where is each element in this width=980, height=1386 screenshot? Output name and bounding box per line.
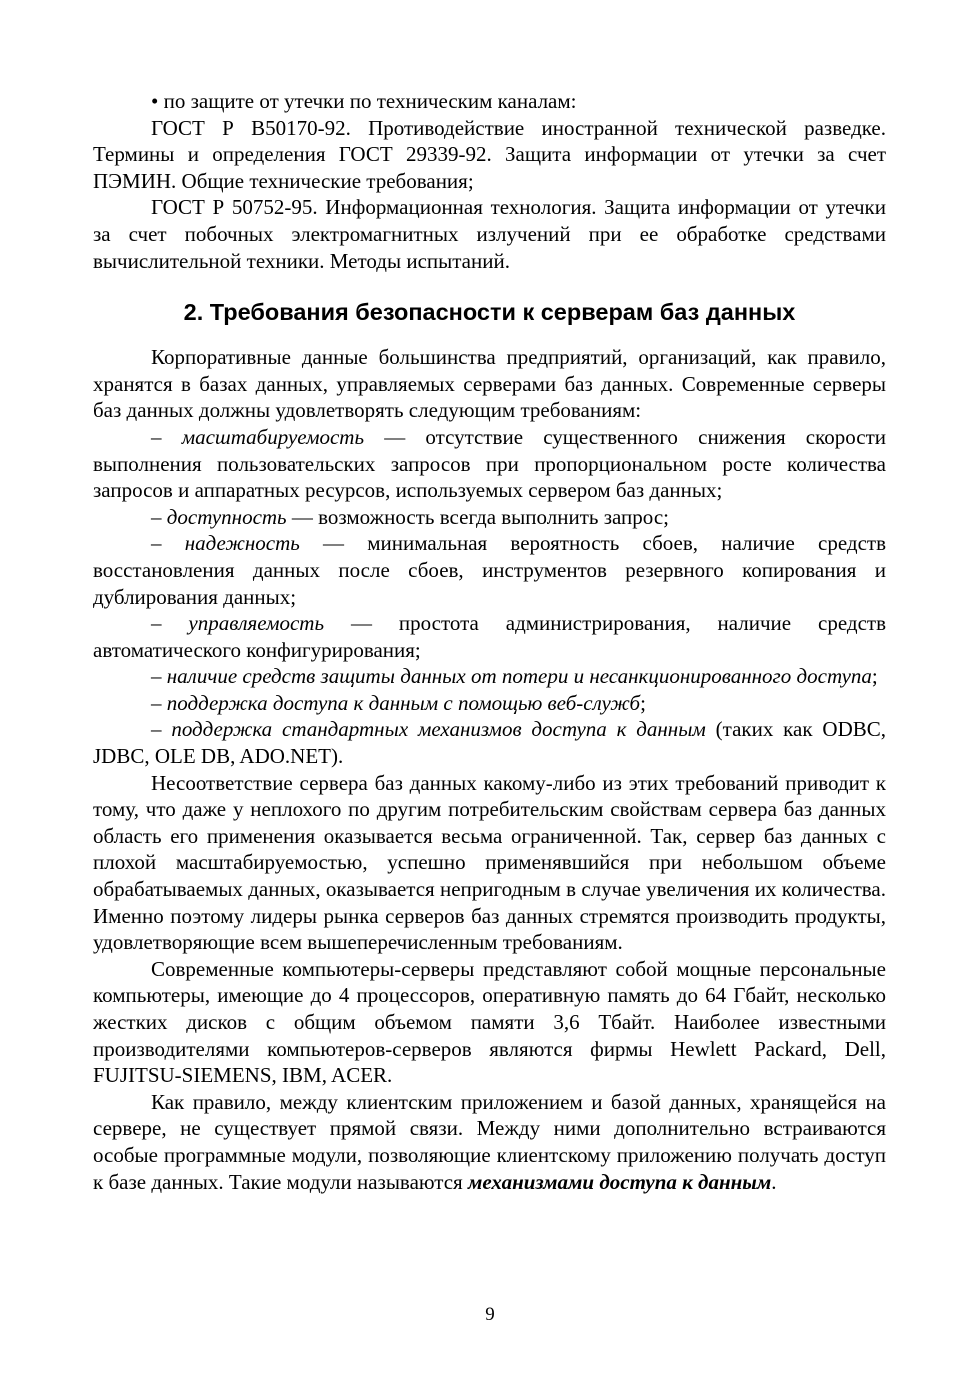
requirement-term: поддержка доступа к данным с помощью веб-служб bbox=[166, 690, 641, 715]
requirement-item: – доступность — возможность всегда выполнить запрос; bbox=[151, 504, 669, 529]
requirement-term: надежность bbox=[184, 531, 300, 556]
requirement-term: доступность bbox=[166, 504, 287, 529]
section-intro: Корпоративные данные большинства предприятий, организаций, как правило, хранятся в базах данных, управляемых серверами баз данных. Современные серверы баз данных должны удовлетворять следующим требованиям: bbox=[93, 345, 886, 423]
gost-paragraph-1: ГОСТ Р В50170-92. Противодействие иностранной технической разведке. Термины и определения ГОСТ 29339-92. Защита информации от утечки за счет ПЭМИН. Общие технические требования; bbox=[93, 115, 886, 193]
bullet-technical-channels: • по защите от утечки по техническим каналам: bbox=[151, 89, 577, 113]
requirement-item: – поддержка стандартных механизмов доступа к данным (таких как ODBC, JDBC, OLE DB, ADO.NET). bbox=[93, 717, 886, 769]
requirement-term: масштабируемость bbox=[181, 424, 365, 449]
requirement-term: поддержка стандартных механизмов доступа к данным bbox=[171, 717, 706, 742]
page-number: 9 bbox=[485, 1304, 495, 1325]
paragraph-mismatch: Несоответствие сервера баз данных какому-либо из этих требований приводит к тому, что даже у неплохого по другим потребительским свойствам сервера баз данных область его применения оказывается весьма ограниченной. Так, сервер баз данных с плохой масштабируемостью, успешно применявшийся при небольшом объеме обрабатываемых данных, оказывается непригодным в случае увеличения их количества. Именно поэтому лидеры рынка серверов баз данных стремятся производить продукты, удовлетворяющие всем вышеперечисленным требованиям. bbox=[93, 770, 886, 955]
requirement-item: – управляемость — простота администрирования, наличие средств автоматического конфигурирования; bbox=[93, 611, 886, 662]
paragraph-access-mechanisms: Как правило, между клиентским приложением и базой данных, хранящейся на сервере, не существует прямой связи. Между ними дополнительно встраиваются особые программные модули, позволяющие клиентскому приложению получать доступ к базе данных. Такие модули называются механизмами доступа к данным. bbox=[93, 1089, 886, 1194]
document-page bbox=[93, 88, 886, 1195]
requirement-term: управляемость bbox=[188, 611, 325, 636]
requirement-item: – надежность — минимальная вероятность сбоев, наличие средств восстановления данных после сбоев, инструментов резервного копирования и дублирования данных; bbox=[93, 531, 886, 609]
access-mechanisms-term: механизмами доступа к данным bbox=[467, 1169, 772, 1194]
section-heading: 2. Требования безопасности к серверам баз данных bbox=[183, 299, 796, 326]
requirement-term: наличие средств защиты данных от потери и несанкционированного доступа bbox=[166, 664, 872, 689]
requirement-item: – масштабируемость — отсутствие существенного снижения скорости выполнения пользовательских запросов при пропорциональном росте количества запросов и аппаратных ресурсов, используемых сервером баз данных; bbox=[93, 424, 887, 503]
requirement-item: – наличие средств защиты данных от потери и несанкционированного доступа; bbox=[151, 664, 878, 689]
requirement-item: – поддержка доступа к данным с помощью веб-служб; bbox=[151, 690, 646, 715]
paragraph-servers: Современные компьютеры-серверы представляют собой мощные персональные компьютеры, имеющие до 4 процессоров, оперативную память до 64 Гбайт, несколько жестких дисков с общим объемом памяти 3,6 Тбайт. Наиболее известными производителями компьютеров-серверов являются фирмы Hewlett Packard, Dell, FUJITSU-SIEMENS, IBM, ACER. bbox=[93, 956, 886, 1088]
gost-paragraph-2: ГОСТ Р 50752-95. Информационная технология. Защита информации от утечки за счет побочных электромагнитных излучений при ее обработке средствами вычислительной техники. Методы испытаний. bbox=[93, 195, 886, 273]
